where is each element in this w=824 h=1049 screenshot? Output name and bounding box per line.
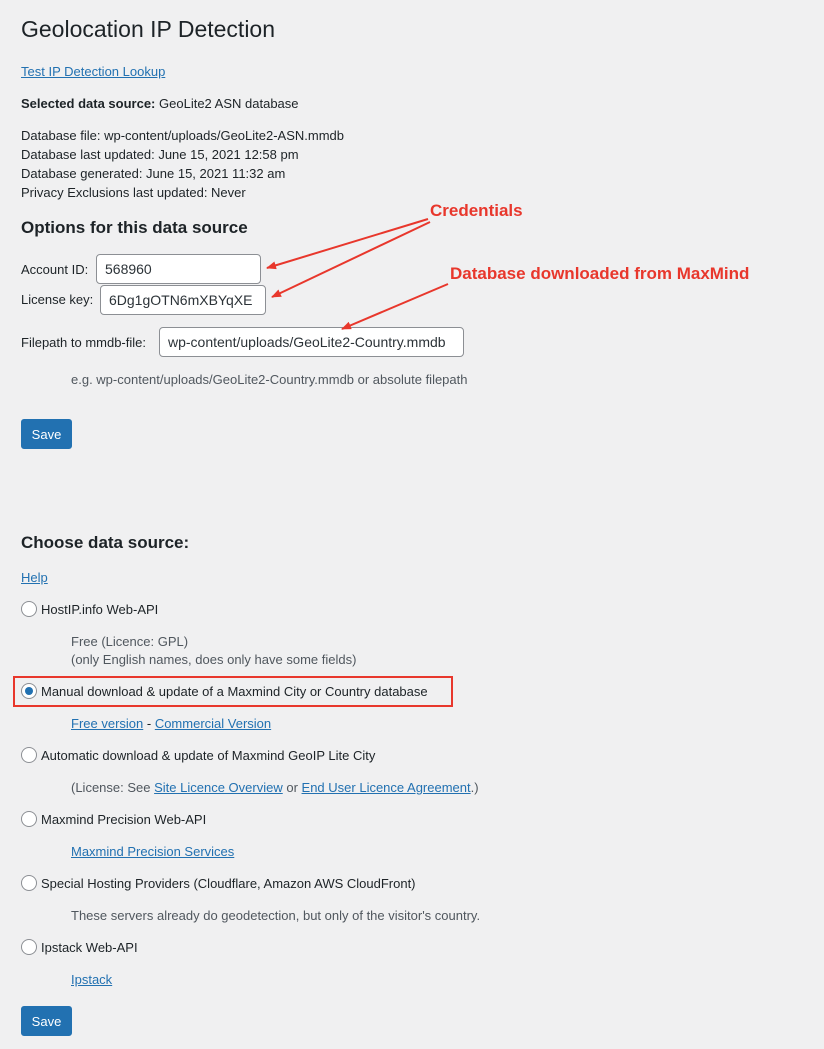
free-version-link[interactable]: Free version	[71, 716, 144, 731]
credentials-annotation: Credentials	[430, 201, 523, 220]
hostip-desc-license: Free (Licence: GPL)	[71, 634, 189, 649]
hostip-desc-fields: (only English names, does only have some fields)	[71, 652, 357, 667]
auto-maxmind-license	[71, 780, 479, 795]
maxmind-precision-services-link[interactable]: Maxmind Precision Services	[71, 844, 235, 859]
license-mid: or	[282, 780, 302, 795]
filepath-input[interactable]	[159, 327, 464, 357]
source-label-hosting-providers: Special Hosting Providers (Cloudflare, Amazon AWS CloudFront)	[41, 876, 416, 891]
source-label-hostip: HostIP.info Web-API	[41, 602, 159, 617]
selected-data-source	[21, 96, 299, 111]
database-last-updated: Database last updated: June 15, 2021 12:58 pm	[21, 147, 299, 162]
database-arrow	[342, 284, 448, 329]
choose-source-heading: Choose data source:	[21, 533, 190, 552]
radio-manual-maxmind[interactable]	[21, 683, 37, 699]
selected-source-value: GeoLite2 ASN database	[159, 96, 299, 111]
hosting-providers-desc: These servers already do geodetection, but only of the visitor's country.	[71, 908, 481, 923]
license-key-input[interactable]	[100, 285, 266, 315]
license-suffix: .)	[470, 780, 479, 795]
source-label-manual-maxmind: Manual download & update of a Maxmind City or Country database	[41, 684, 428, 699]
database-file: Database file: wp-content/uploads/GeoLite2-ASN.mmdb	[21, 128, 345, 143]
source-label-auto-maxmind: Automatic download & update of Maxmind GeoIP Lite City	[41, 748, 376, 763]
credentials-arrow-account	[267, 219, 428, 268]
test-ip-lookup-link[interactable]: Test IP Detection Lookup	[21, 64, 166, 79]
radio-ipstack[interactable]	[21, 939, 37, 955]
license-prefix: (License: See	[71, 780, 155, 795]
manual-maxmind-links	[71, 716, 271, 731]
help-link[interactable]: Help	[21, 570, 48, 585]
radio-hostip[interactable]	[21, 601, 37, 617]
save-options-button[interactable]: Save	[21, 419, 72, 449]
database-generated: Database generated: June 15, 2021 11:32 am	[21, 166, 286, 181]
source-label-maxmind-precision: Maxmind Precision Web-API	[41, 812, 207, 827]
privacy-exclusions-updated: Privacy Exclusions last updated: Never	[21, 185, 246, 200]
save-source-button[interactable]: Save	[21, 1006, 72, 1036]
selected-source-label: Selected data source:	[21, 96, 156, 111]
account-id-input[interactable]	[96, 254, 261, 284]
ipstack-link[interactable]: Ipstack	[71, 972, 113, 987]
filepath-label: Filepath to mmdb-file:	[21, 335, 146, 350]
filepath-hint: e.g. wp-content/uploads/GeoLite2-Country.mmdb or absolute filepath	[71, 372, 468, 387]
account-id-label: Account ID:	[21, 262, 89, 277]
radio-auto-maxmind[interactable]	[21, 747, 37, 763]
options-heading: Options for this data source	[21, 218, 248, 237]
radio-hosting-providers[interactable]	[21, 875, 37, 891]
commercial-version-link[interactable]: Commercial Version	[154, 716, 272, 731]
database-annotation: Database downloaded from MaxMind	[450, 264, 750, 283]
license-key-label: License key:	[21, 292, 94, 307]
radio-maxmind-precision[interactable]	[21, 811, 37, 827]
eula-link[interactable]: End User Licence Agreement	[301, 780, 471, 795]
link-separator: -	[143, 716, 155, 731]
site-licence-link[interactable]: Site Licence Overview	[154, 780, 283, 795]
credentials-arrow-license	[272, 222, 430, 297]
source-label-ipstack: Ipstack Web-API	[41, 940, 138, 955]
page-title: Geolocation IP Detection	[21, 16, 276, 42]
